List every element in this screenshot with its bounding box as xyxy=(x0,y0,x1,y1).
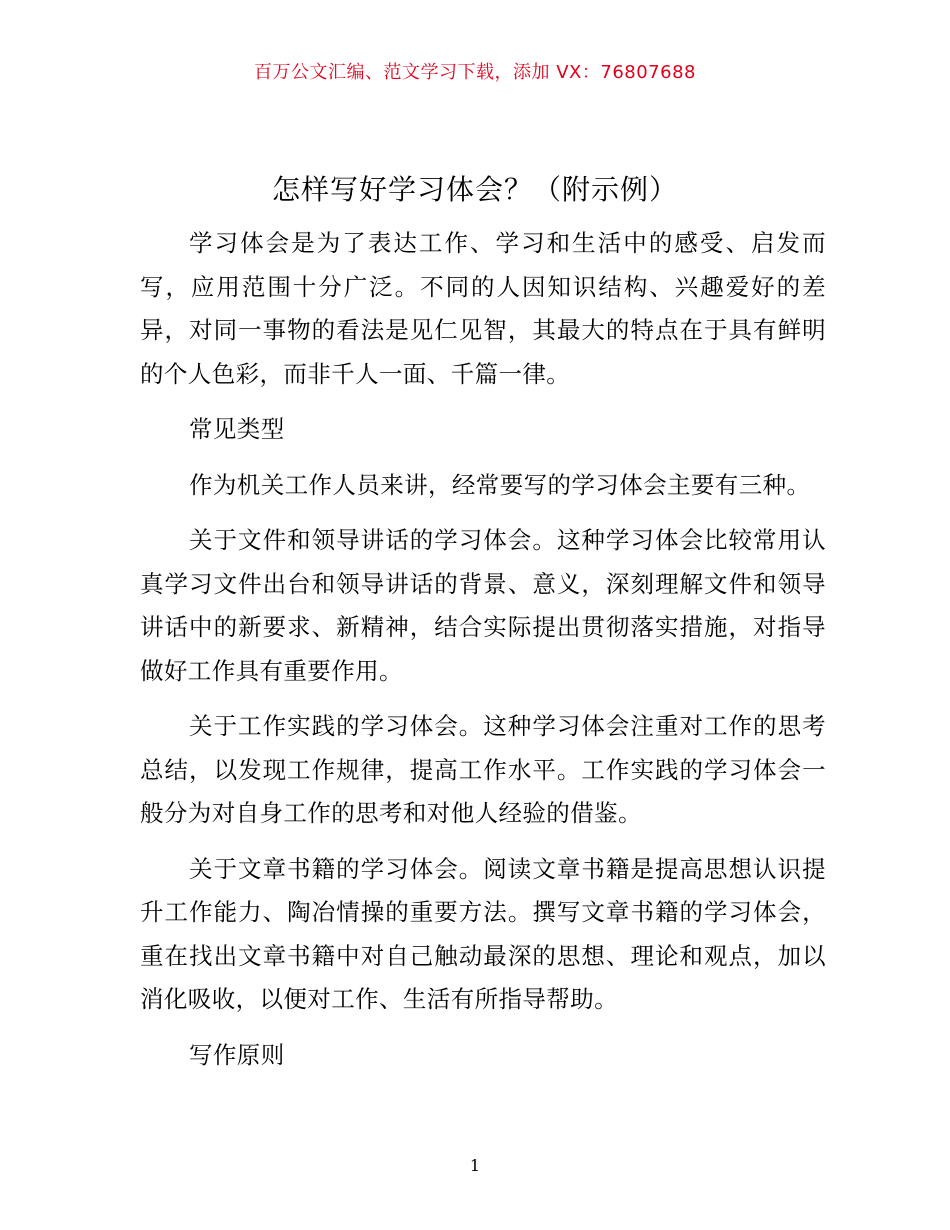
paragraph-type-documents-speeches: 关于文件和领导讲话的学习体会。这种学习体会比较常用认真学习文件出台和领导讲话的背景、意义，深刻理解文件和领导讲话中的新要求、新精神，结合实际提出贯彻落实措施，对指导做好工作具有重要作用。 xyxy=(140,526,826,685)
document-body xyxy=(140,222,826,1089)
header-promo-note: 百万公文汇编、范文学习下载，添加 VX：76807688 xyxy=(254,62,696,83)
section-heading-writing-principles: 写作原则 xyxy=(189,1040,285,1069)
page-number: 1 xyxy=(469,1156,481,1175)
document-title: 怎样写好学习体会？（附示例） xyxy=(271,173,678,206)
paragraph-type-articles-books: 关于文章书籍的学习体会。阅读文章书籍是提高思想认识提升工作能力、陶冶情操的重要方法。撰写文章书籍的学习体会，重在找出文章书籍中对自己触动最深的思想、理论和观点，加以消化吸收，以便对工作、生活有所指导帮助。 xyxy=(140,854,826,1013)
section-heading-common-types: 常见类型 xyxy=(189,415,285,443)
paragraph-types-overview: 作为机关工作人员来讲，经常要写的学习体会主要有三种。 xyxy=(189,470,811,499)
paragraph-type-work-practice: 关于工作实践的学习体会。这种学习体会注重对工作的思考总结，以发现工作规律，提高工作水平。工作实践的学习体会一般分为对自身工作的思考和对他人经验的借鉴。 xyxy=(140,712,826,827)
paragraph-intro: 学习体会是为了表达工作、学习和生活中的感受、启发而写，应用范围十分广泛。不同的人因知识结构、兴趣爱好的差异，对同一事物的看法是见仁见智，其最大的特点在于具有鲜明的个人色彩，而非千人一面、千篇一律。 xyxy=(140,229,826,388)
